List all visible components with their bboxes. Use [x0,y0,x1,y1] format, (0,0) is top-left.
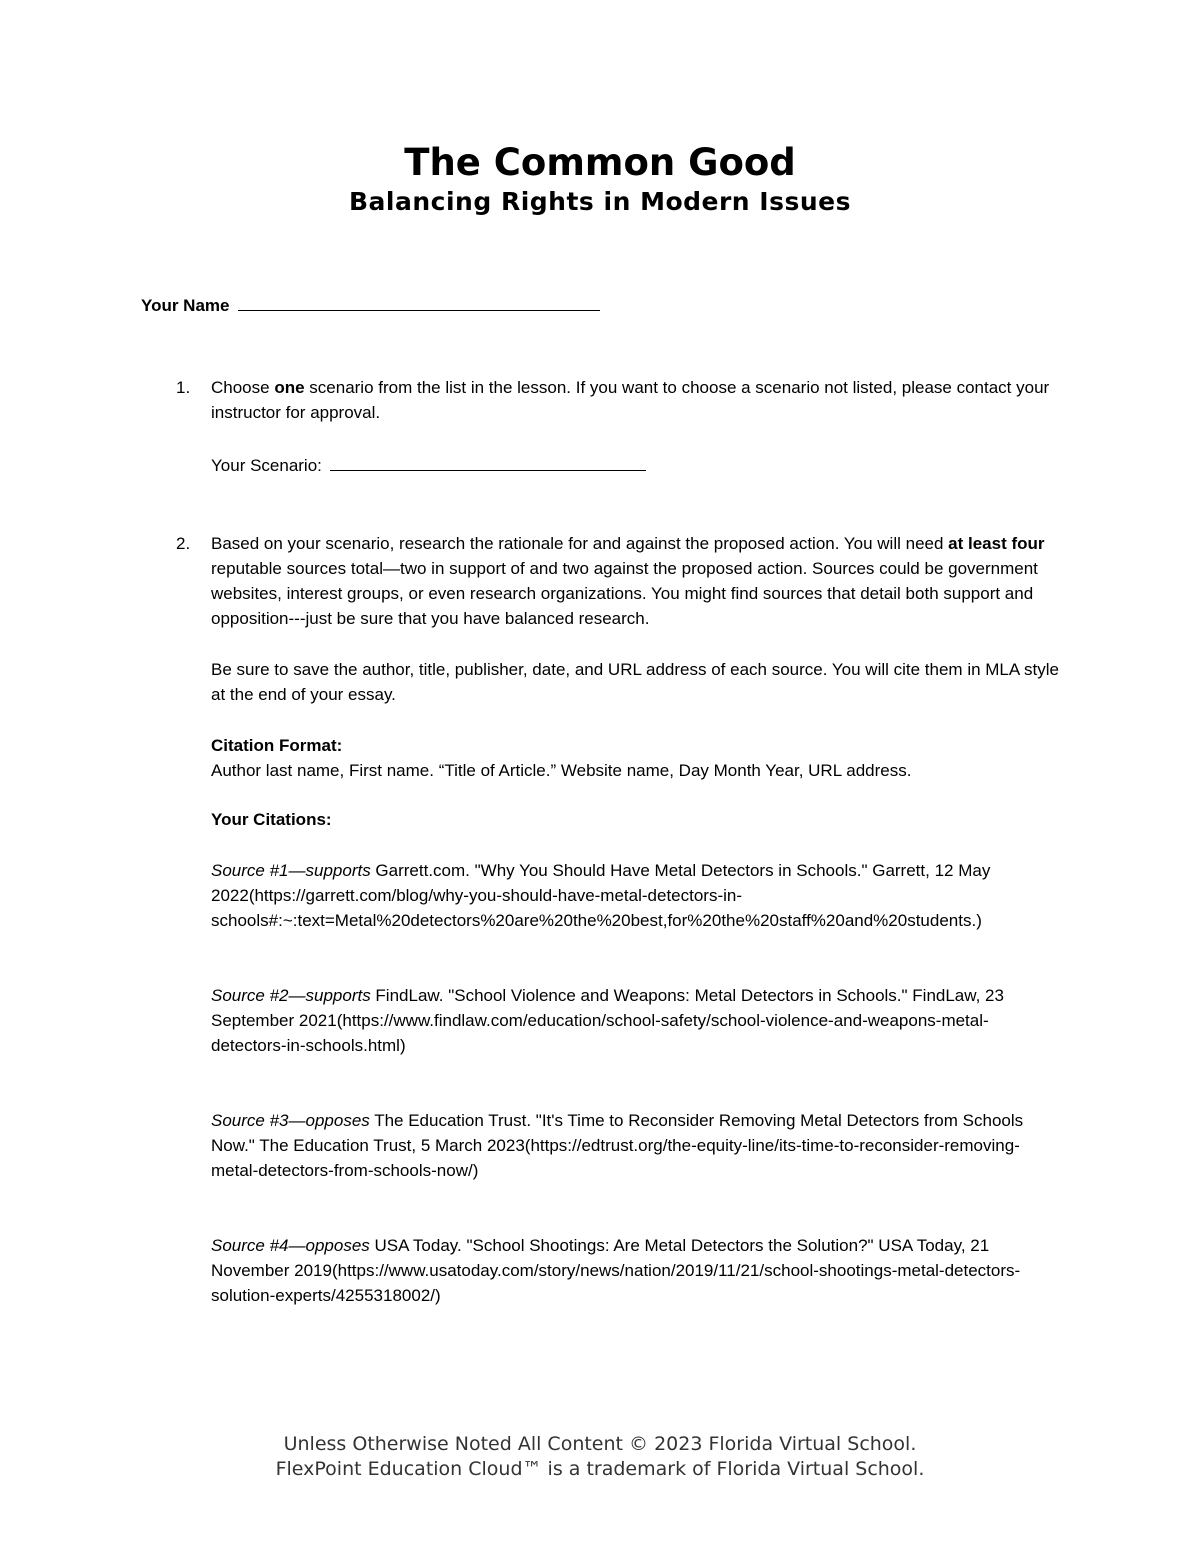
source-2-label: Source #2—supports [211,986,371,1005]
scenario-label: Your Scenario: [211,456,322,475]
citations-heading: Your Citations: [211,810,332,829]
item-number-2: 2. [176,534,191,553]
scenario-blank [330,452,646,471]
instruction-item-2 [176,531,1061,1308]
name-blank [238,292,600,311]
title-block [0,140,1200,218]
footer-line-2: FlexPoint Education Cloud™ is a trademark of Florida Virtual School. [275,1458,925,1480]
source-1-text: Garrett.com. "Why You Should Have Metal Detectors in Schools." Garrett, 12 May 2022(https://garrett.com/blog/why-you-should-have-metal-detectors-in-schools#:~:text=Metal%20detectors%20are%20the%20best,for%20the%20staff%20and%20students.) [211,861,991,930]
scenario-field [211,452,1061,478]
source-2-text: FindLaw. "School Violence and Weapons: Metal Detectors in Schools." FindLaw, 23 September 2021(https://www.findlaw.com/education/school-safety/school-violence-and-weapons-metal-detectors-in-schools.html) [211,986,1004,1055]
footer-line-1: Unless Otherwise Noted All Content © 2023 Florida Virtual School. [283,1433,917,1455]
item-number-1: 1. [176,378,191,397]
page-footer [0,1432,1200,1482]
item-2-paragraph-2: Be sure to save the author, title, publisher, date, and URL address of each source. You will cite them in MLA style at the end of your essay. [211,660,1059,704]
instruction-item-1 [176,375,1061,478]
citation-format-heading: Citation Format: [211,736,343,755]
source-1-label: Source #1—supports [211,861,371,880]
item-1-text-post: scenario from the list in the lesson. If you want to choose a scenario not listed, please contact your instructor for approval. [211,378,1050,422]
item-2-paragraph-1 [211,531,1061,631]
item-2-p1-post: reputable sources total—two in support of and two against the proposed action. Sources could be government websites, interest groups, or even research organizations. You might find sources that detail both support and opposition---just be sure that you have balanced research. [211,559,1038,628]
source-4-label: Source #4—opposes [211,1236,370,1255]
item-1-text-pre: Choose [211,378,275,397]
item-2-p1-pre: Based on your scenario, research the rationale for and against the proposed action. You will need [211,534,949,553]
name-field [141,292,600,318]
item-1-text [211,375,1061,425]
document-subtitle: Balancing Rights in Modern Issues [349,187,851,216]
source-4-text: USA Today. "School Shootings: Are Metal Detectors the Solution?" USA Today, 21 November 2019(https://www.usatoday.com/story/news/nation/2019/11/21/school-shootings-metal-detectors-solution-experts/4255318002/) [211,1236,1021,1305]
source-4 [211,1233,1061,1308]
source-3-text: The Education Trust. "It's Time to Reconsider Removing Metal Detectors from Schools Now." The Education Trust, 5 March 2023(https://edtrust.org/the-equity-line/its-time-to-reconsider-removing-metal-detectors-from-schools-now/) [211,1111,1024,1180]
source-3 [211,1108,1061,1183]
item-2-p1-bold: at least four [948,534,1045,553]
source-3-label: Source #3—opposes [211,1111,370,1130]
citation-format-text: Author last name, First name. “Title of Article.” Website name, Day Month Year, URL address. [211,761,912,780]
source-1 [211,858,1061,933]
item-1-text-bold: one [274,378,305,397]
document-title: The Common Good [404,141,796,184]
source-2 [211,983,1061,1058]
name-label: Your Name [141,296,230,315]
